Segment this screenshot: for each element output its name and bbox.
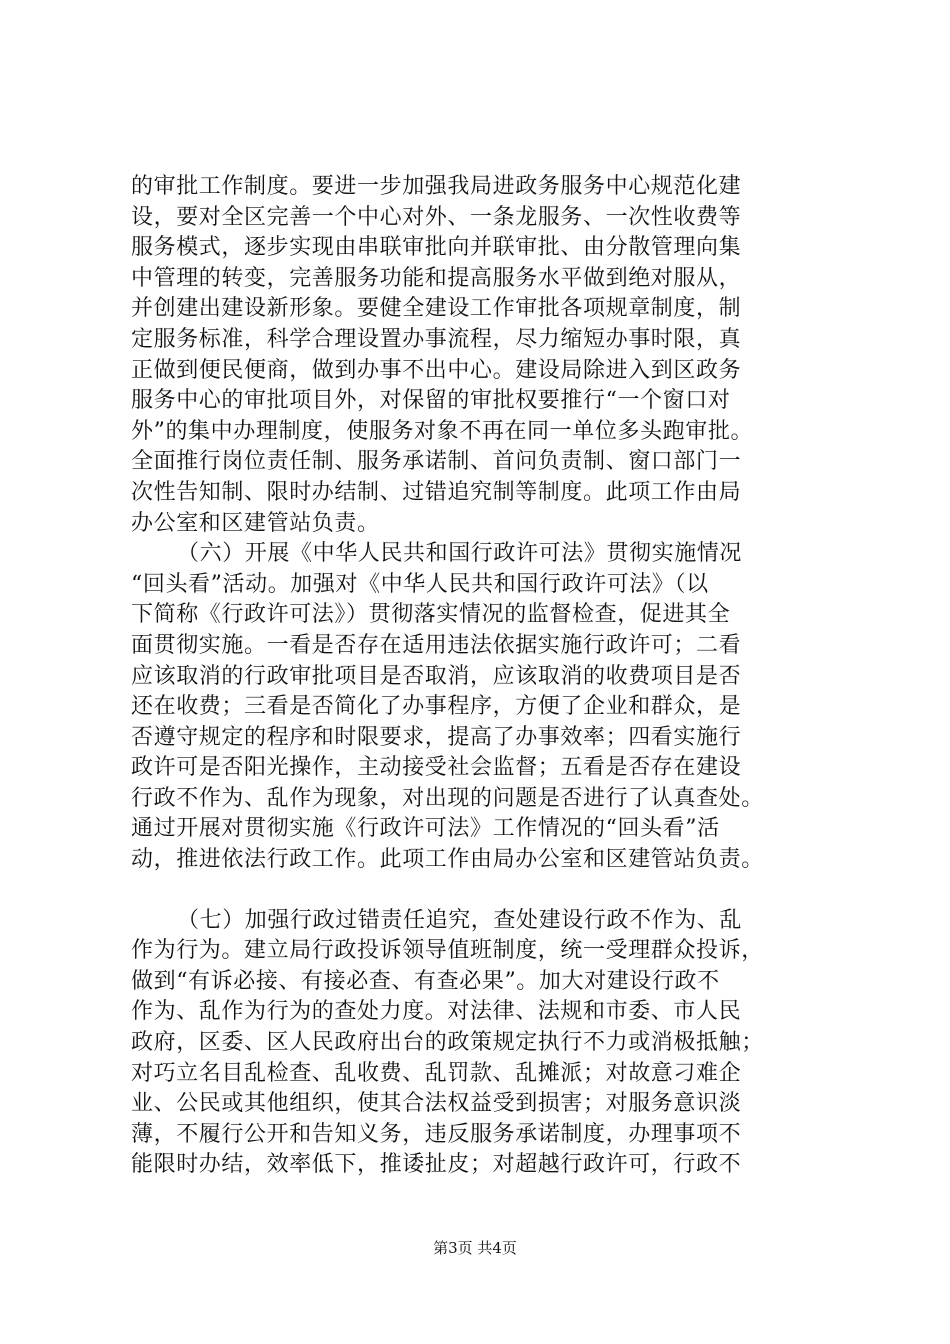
text-line: 设，要对全区完善一个中心对外、一条龙服务、一次性收费等: [131, 204, 742, 230]
text-line: 的审批工作制度。要进一步加强我局进政务服务中心规范化建: [131, 174, 742, 199]
text-line: 通过开展对贯彻实施《行政许可法》工作情况的“回头看”活: [131, 816, 720, 842]
text-line: 中管理的转变，完善服务功能和提高服务水平做到绝对服从，: [131, 265, 742, 291]
paragraph-gap: [131, 876, 831, 906]
paragraph-approval-system: [131, 172, 831, 539]
text-line: 还在收费；三看是否简化了办事程序，方便了企业和群众，是: [131, 694, 742, 720]
text-line: （七）加强行政过错责任追究，查处建设行政不作为、乱: [177, 907, 743, 933]
document-body: [131, 172, 831, 1181]
page-number-footer: 第3页 共4页: [433, 1239, 517, 1257]
text-line: 作为、乱作为行为的查处力度。对法律、法规和市委、市人民: [131, 999, 742, 1025]
text-line: 对巧立名目乱检查、乱收费、乱罚款、乱摊派；对故意刁难企: [131, 1060, 742, 1086]
text-line: 定服务标准，科学合理设置办事流程，尽力缩短办事时限，真: [131, 326, 742, 352]
text-line: 作为行为。建立局行政投诉领导值班制度，统一受理群众投诉，: [131, 938, 764, 964]
text-line: 业、公民或其他组织，使其合法权益受到损害；对服务意识淡: [131, 1091, 742, 1117]
text-line: 薄，不履行公开和告知义务，违反服务承诺制度，办理事项不: [131, 1121, 742, 1147]
text-line: 服务模式，逐步实现由串联审批向并联审批、由分散管理向集: [131, 235, 742, 261]
text-line: 能限时办结，效率低下，推诿扯皮；对超越行政许可，行政不: [131, 1152, 742, 1178]
text-line: 办公室和区建管站负责。: [131, 510, 380, 536]
text-line: 下简称《行政许可法》）贯彻落实情况的监督检查，促进其全: [131, 602, 731, 628]
text-line: 政许可是否阳光操作，主动接受社会监督；五看是否存在建设: [131, 755, 742, 781]
text-line: 外”的集中办理制度，使服务对象不再在同一单位多头跑审批。: [131, 418, 754, 444]
text-line: “回头看”活动。加强对《中华人民共和国行政许可法》（以: [131, 571, 709, 597]
paragraph-section-seven: [131, 906, 831, 1181]
text-line: 正做到便民便商，做到办事不出中心。建设局除进入到区政务: [131, 357, 742, 383]
text-line: 行政不作为、乱作为现象，对出现的问题是否进行了认真查处。: [131, 785, 764, 811]
text-line: 面贯彻实施。一看是否存在适用违法依据实施行政许可；二看: [131, 632, 742, 658]
paragraph-section-six: [131, 539, 831, 876]
text-line: 政府，区委、区人民政府出台的政策规定执行不力或消极抵触；: [131, 1030, 764, 1056]
text-line: 次性告知制、限时办结制、过错追究制等制度。此项工作由局: [131, 479, 742, 505]
text-line: （六）开展《中华人民共和国行政许可法》贯彻实施情况: [177, 541, 743, 567]
text-line: 动，推进依法行政工作。此项工作由局办公室和区建管站负责。: [131, 847, 764, 873]
text-line: 做到“有诉必接、有接必查、有查必果”。加大对建设行政不: [131, 968, 720, 994]
text-line: 服务中心的审批项目外，对保留的审批权要推行“一个窗口对: [131, 388, 731, 414]
text-line: 全面推行岗位责任制、服务承诺制、首问负责制、窗口部门一: [131, 449, 742, 475]
text-line: 并创建出建设新形象。要健全建设工作审批各项规章制度，制: [131, 296, 742, 322]
text-line: 否遵守规定的程序和时限要求，提高了办事效率；四看实施行: [131, 724, 742, 750]
text-line: 应该取消的行政审批项目是否取消，应该取消的收费项目是否: [131, 663, 742, 689]
